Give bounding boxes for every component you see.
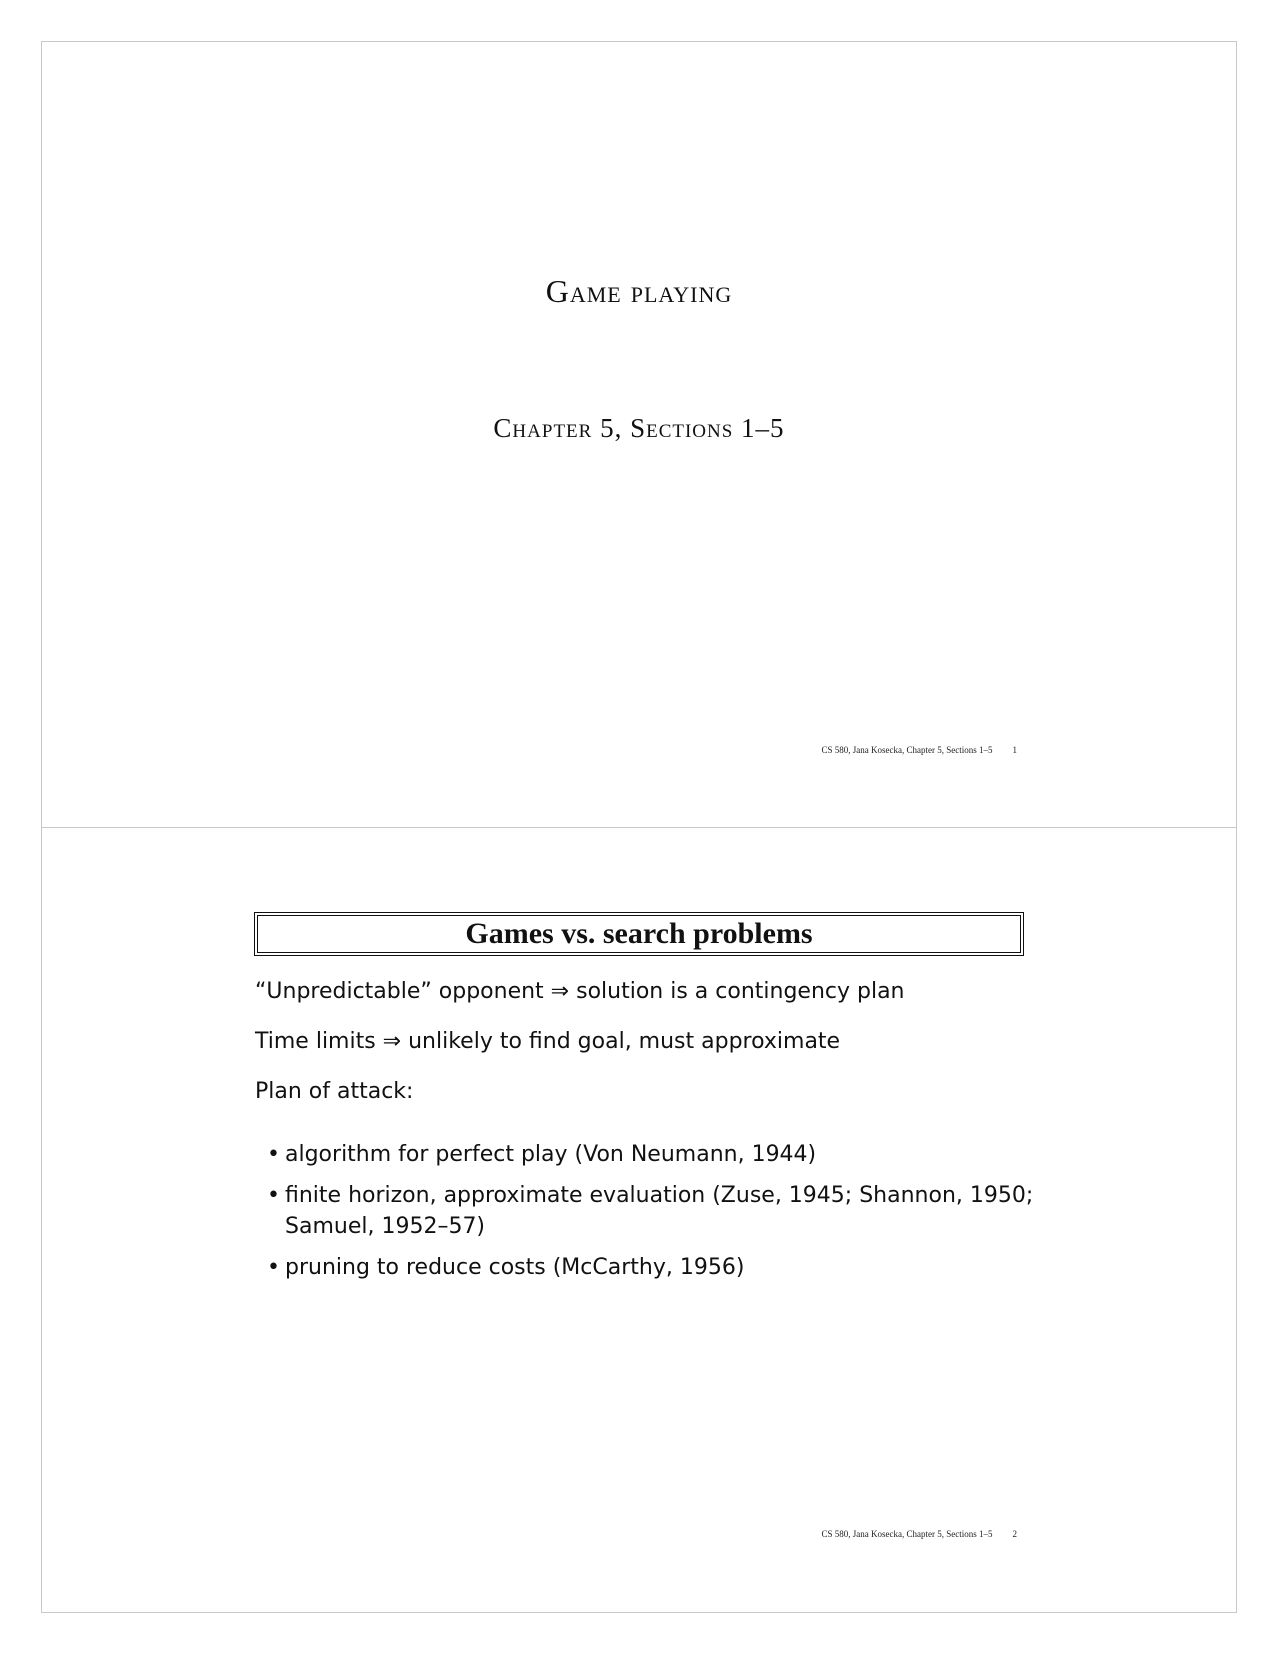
page-number: 2 [1012,1529,1017,1539]
body-line-plan-of-attack: Plan of attack: [255,1079,414,1104]
list-item [267,1139,1067,1170]
bullet-list [267,1139,1067,1293]
page-number: 1 [1012,745,1017,755]
slide-title: Games vs. search problems [257,915,1021,953]
body-line-time-limits: Time limits ⇒ unlikely to find goal, must approximate [255,1029,841,1054]
bullet-icon: • [267,1255,280,1280]
bullet-icon: • [267,1183,280,1208]
bullet-icon: • [267,1142,280,1167]
slide-footer [822,1529,1017,1539]
framed-title-box [254,912,1024,956]
footer-text: CS 580, Jana Kosecka, Chapter 5, Sections 1–5 [821,1529,993,1539]
slide-title: Game playing [545,273,733,309]
slide-subtitle: Chapter 5, Sections 1–5 [493,413,785,443]
list-item-text: pruning to reduce costs (McCarthy, 1956) [285,1255,745,1280]
body-line-opponent: “Unpredictable” opponent ⇒ solution is a contingency plan [255,979,905,1004]
slide-2 [41,828,1237,1614]
footer-text: CS 580, Jana Kosecka, Chapter 5, Sections 1–5 [821,745,993,755]
list-item-text: algorithm for perfect play (Von Neumann, 1944) [285,1142,817,1167]
slide-footer [822,745,1017,755]
list-item [267,1180,1067,1242]
slide-1 [41,41,1237,827]
list-item [267,1252,1067,1283]
list-item-text: finite horizon, approximate evaluation (Zuse, 1945; Shannon, 1950; Samuel, 1952–57) [285,1183,1034,1239]
